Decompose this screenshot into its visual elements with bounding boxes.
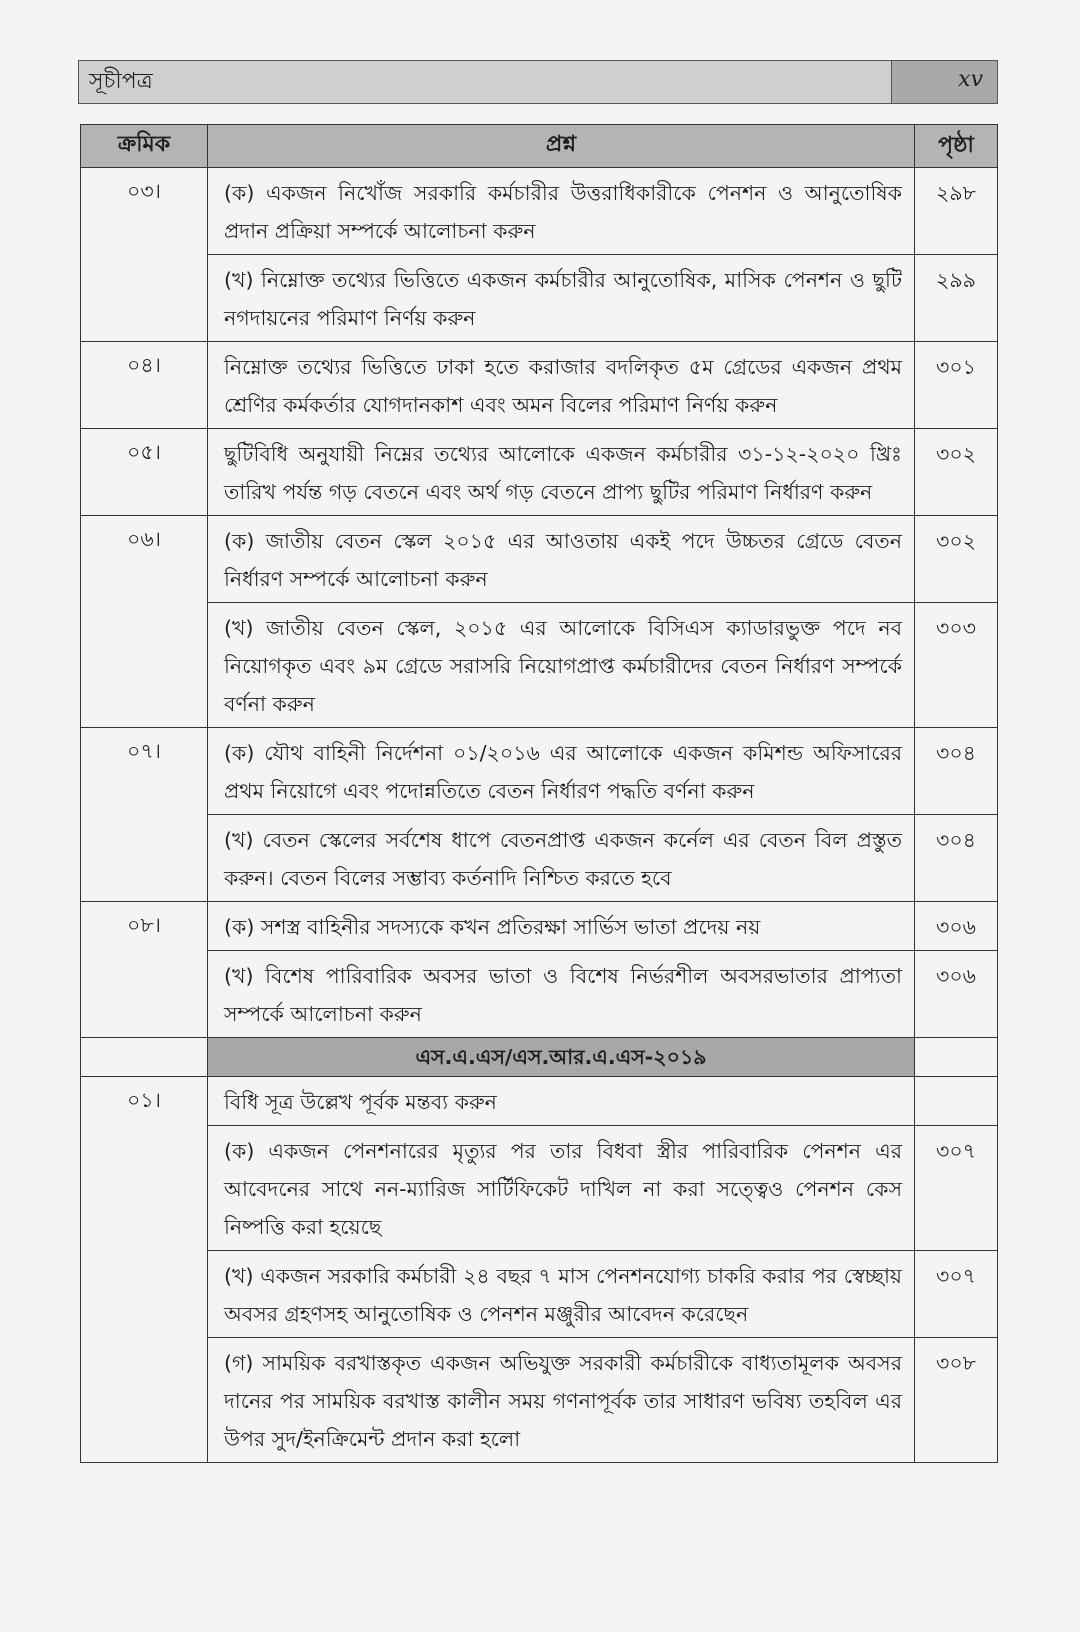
serial-cell: ০৭। (81, 728, 208, 815)
table-row (81, 1251, 998, 1338)
question-cell: (খ) বিশেষ পারিবারিক অবসর ভাতা ও বিশেষ নির্ভরশীল অবসরভাতার প্রাপ্যতা সম্পর্কে আলোচনা করুন (208, 951, 915, 1038)
question-cell: (খ) নিম্নোক্ত তথ্যের ভিত্তিতে একজন কর্মচারীর আনুতোষিক, মাসিক পেনশন ও ছুটি নগদায়নের পরিমাণ নির্ণয় করুন (208, 255, 915, 342)
serial-cell (81, 255, 208, 342)
page-number: xv (891, 61, 997, 103)
table-row (81, 902, 998, 951)
serial-cell: ০৩। (81, 168, 208, 255)
question-cell: (ক) সশস্ত্র বাহিনীর সদস্যকে কখন প্রতিরক্ষা সার্ভিস ভাতা প্রদেয় নয় (208, 902, 915, 951)
question-cell: (খ) একজন সরকারি কর্মচারী ২৪ বছর ৭ মাস পেনশনযোগ্য চাকরি করার পর স্বেচ্ছায় অবসর গ্রহণসহ আনুতোষিক ও পেনশন মঞ্জুরীর আবেদন করেছেন (208, 1251, 915, 1338)
serial-cell (81, 1338, 208, 1463)
page-cell: ২৯৮ (915, 168, 998, 255)
table-row (81, 951, 998, 1038)
page-title: সূচীপত্র (79, 61, 891, 103)
serial-cell (81, 1251, 208, 1338)
table-row (81, 728, 998, 815)
serial-cell (81, 603, 208, 728)
table-row (81, 255, 998, 342)
table-row (81, 1077, 998, 1126)
question-cell: বিধি সূত্র উল্লেখ পূর্বক মন্তব্য করুন (208, 1077, 915, 1126)
serial-cell: ০১। (81, 1077, 208, 1126)
table-row (81, 1338, 998, 1463)
table-row (81, 603, 998, 728)
page-cell: ৩০৬ (915, 902, 998, 951)
column-serial: ক্রমিক (81, 125, 208, 168)
serial-cell: ০৬। (81, 516, 208, 603)
table-header-row (81, 125, 998, 168)
page-header (78, 60, 998, 104)
page-cell: ৩০১ (915, 342, 998, 429)
question-cell: (ক) একজন নিখোঁজ সরকারি কর্মচারীর উত্তরাধিকারীকে পেনশন ও আনুতোষিক প্রদান প্রক্রিয়া সম্পর্কে আলোচনা করুন (208, 168, 915, 255)
question-cell: (ক) যৌথ বাহিনী নির্দেশনা ০১/২০১৬ এর আলোকে একজন কমিশন্ড অফিসারের প্রথম নিয়োগে এবং পদোন্নতিতে বেতন নির্ধারণ পদ্ধতি বর্ণনা করুন (208, 728, 915, 815)
question-cell: নিম্নোক্ত তথ্যের ভিত্তিতে ঢাকা হতে করাজার বদলিকৃত ৫ম গ্রেডের একজন প্রথম শ্রেণির কর্মকর্তার যোগদানকাশ এবং অমন বিলের পরিমাণ নির্ণয় করুন (208, 342, 915, 429)
serial-cell (81, 951, 208, 1038)
table-row (81, 1126, 998, 1251)
page-cell (915, 1077, 998, 1126)
question-cell: (ক) একজন পেনশনারের মৃত্যুর পর তার বিধবা স্ত্রীর পারিবারিক পেনশন এর আবেদনের সাথে নন-ম্যারিজ সার্টিফিকেট দাখিল না করা সত্ত্বেও পেনশন কেস নিষ্পত্তি করা হয়েছে (208, 1126, 915, 1251)
serial-cell (81, 1126, 208, 1251)
serial-cell: ০৮। (81, 902, 208, 951)
question-cell: (ক) জাতীয় বেতন স্কেল ২০১৫ এর আওতায় একই পদে উচ্চতর গ্রেডে বেতন নির্ধারণ সম্পর্কে আলোচনা করুন (208, 516, 915, 603)
page-cell: ৩০২ (915, 516, 998, 603)
question-cell: (খ) বেতন স্কেলের সর্বশেষ ধাপে বেতনপ্রাপ্ত একজন কর্নেল এর বেতন বিল প্রস্তুত করুন। বেতন বিলের সম্ভাব্য কর্তনাদি নিশ্চিত করতে হবে (208, 815, 915, 902)
table-row (81, 342, 998, 429)
page-cell: ৩০৮ (915, 1338, 998, 1463)
table-row (81, 516, 998, 603)
serial-cell: ০৫। (81, 429, 208, 516)
question-cell: (গ) সাময়িক বরখাস্তকৃত একজন অভিযুক্ত সরকারী কর্মচারীকে বাধ্যতামূলক অবসর দানের পর সাময়িক বরখাস্ত কালীন সময় গণনাপূর্বক তার সাধারণ ভবিষ্য তহবিল এর উপর সুদ/ইনক্রিমেন্ট প্রদান করা হলো (208, 1338, 915, 1463)
section-title: এস.এ.এস/এস.আর.এ.এস-২০১৯ (208, 1038, 915, 1077)
page-cell: ৩০৪ (915, 815, 998, 902)
page-cell: ৩০৭ (915, 1126, 998, 1251)
serial-cell: ০৪। (81, 342, 208, 429)
table-row (81, 429, 998, 516)
question-cell: (খ) জাতীয় বেতন স্কেল, ২০১৫ এর আলোকে বিসিএস ক্যাডারভুক্ত পদে নব নিয়োগকৃত এবং ৯ম গ্রেডে সরাসরি নিয়োগপ্রাপ্ত কর্মচারীদের বেতন নির্ধারণ সম্পর্কে বর্ণনা করুন (208, 603, 915, 728)
page-cell: ৩০৪ (915, 728, 998, 815)
page-cell: ৩০৩ (915, 603, 998, 728)
serial-cell (81, 815, 208, 902)
column-question: প্রশ্ন (208, 125, 915, 168)
page-cell: ৩০৬ (915, 951, 998, 1038)
column-page: পৃষ্ঠা (915, 125, 998, 168)
table-row (81, 815, 998, 902)
section-header-row (81, 1038, 998, 1077)
page-cell: ২৯৯ (915, 255, 998, 342)
table-row (81, 168, 998, 255)
page-cell: ৩০২ (915, 429, 998, 516)
question-cell: ছুটিবিধি অনুযায়ী নিম্নের তথ্যের আলোকে একজন কর্মচারীর ৩১-১২-২০২০ খ্রিঃ তারিখ পর্যন্ত গড় বেতনে এবং অর্থ গড় বেতনে প্রাপ্য ছুটির পরিমাণ নির্ধারণ করুন (208, 429, 915, 516)
contents-table (80, 124, 998, 1463)
page-cell: ৩০৭ (915, 1251, 998, 1338)
